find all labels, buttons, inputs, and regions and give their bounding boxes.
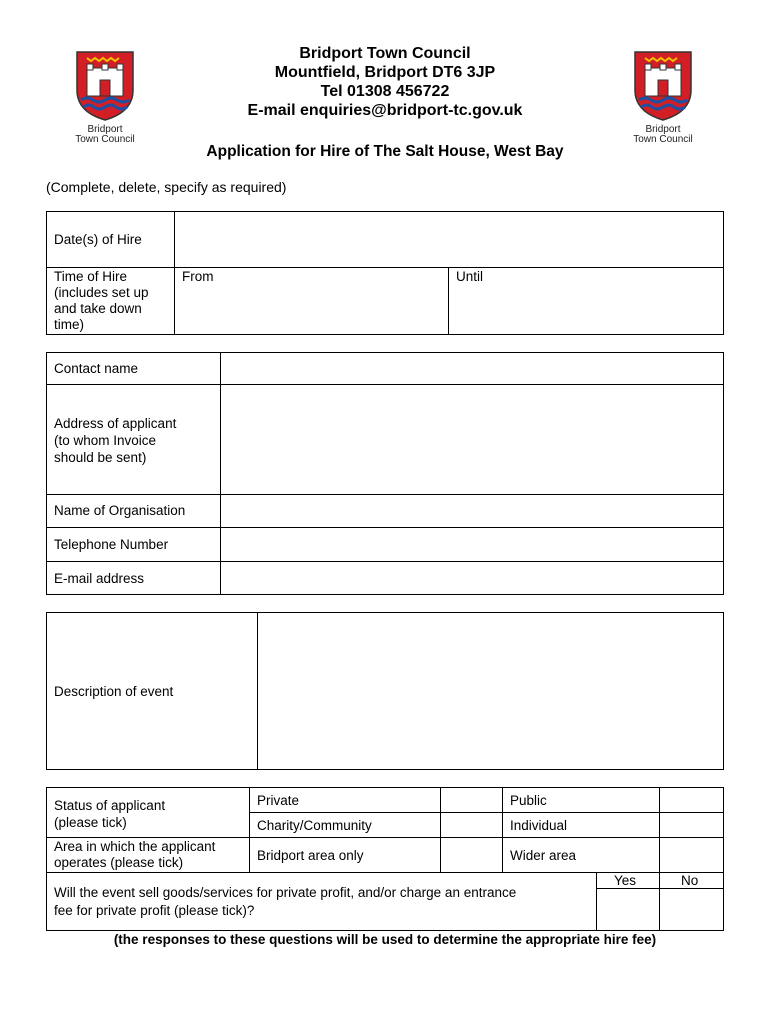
profit-question-line: Will the event sell goods/services for private profit, and/or charge an entrance bbox=[54, 885, 517, 900]
time-of-hire-label-line: time) bbox=[54, 317, 84, 332]
individual-tick-box[interactable] bbox=[661, 814, 722, 836]
address-label bbox=[54, 415, 176, 466]
telephone-field[interactable] bbox=[222, 529, 722, 560]
area-label-line: operates (please tick) bbox=[54, 855, 184, 870]
logo-caption-line2: Town Council bbox=[75, 134, 135, 145]
no-tick-box[interactable] bbox=[661, 890, 722, 930]
council-crest-icon bbox=[73, 50, 137, 122]
contact-name-field[interactable] bbox=[222, 354, 722, 383]
charity-option-label: Charity/Community bbox=[257, 818, 372, 833]
no-label: No bbox=[681, 873, 699, 888]
private-tick-box[interactable] bbox=[442, 789, 501, 811]
organisation-field[interactable] bbox=[222, 496, 722, 526]
time-of-hire-label-line: and take down bbox=[54, 301, 142, 316]
email-label: E-mail address bbox=[54, 571, 145, 586]
hire-fee-note: (the responses to these questions will be used to determine the appropriate hire fee) bbox=[113, 932, 657, 947]
address-label-line: (to whom Invoice bbox=[54, 433, 157, 448]
profit-question bbox=[54, 884, 516, 920]
email-field[interactable] bbox=[222, 563, 722, 594]
organisation-label: Name of Organisation bbox=[54, 503, 186, 518]
dates-of-hire-label: Date(s) of Hire bbox=[54, 232, 142, 247]
logo-caption bbox=[60, 125, 150, 145]
bridport-area-label: Bridport area only bbox=[257, 848, 364, 863]
yes-label: Yes bbox=[614, 873, 637, 888]
logo-caption-line1: Bridport bbox=[645, 124, 681, 135]
council-address-header bbox=[180, 44, 590, 120]
council-email: E-mail enquiries@bridport-tc.gov.uk bbox=[247, 102, 523, 119]
logo-caption-line2: Town Council bbox=[633, 134, 693, 145]
contact-name-label: Contact name bbox=[54, 361, 139, 376]
council-logo-left bbox=[60, 50, 150, 145]
address-label-line: Address of applicant bbox=[54, 416, 177, 431]
council-telephone: Tel 01308 456722 bbox=[320, 83, 450, 100]
wider-area-tick-box[interactable] bbox=[661, 839, 722, 871]
area-label-line: Area in which the applicant bbox=[54, 839, 216, 854]
individual-option-label: Individual bbox=[510, 818, 568, 833]
private-option-label: Private bbox=[257, 793, 300, 808]
time-of-hire-label bbox=[54, 269, 149, 333]
from-time-field[interactable] bbox=[176, 269, 446, 334]
from-label: From bbox=[182, 269, 214, 284]
profit-question-line: fee for private profit (please tick)? bbox=[54, 903, 255, 918]
address-label-line: should be sent) bbox=[54, 450, 147, 465]
council-logo-right bbox=[618, 50, 708, 145]
form-title: Application for Hire of The Salt House, West Bay bbox=[206, 143, 564, 160]
charity-tick-box[interactable] bbox=[442, 814, 501, 836]
until-time-field[interactable] bbox=[450, 269, 722, 334]
status-label-line: (please tick) bbox=[54, 815, 127, 830]
council-crest-icon bbox=[631, 50, 695, 122]
area-label bbox=[54, 839, 215, 871]
time-of-hire-label-line: Time of Hire bbox=[54, 269, 128, 284]
until-label: Until bbox=[456, 269, 484, 284]
form-instructions: (Complete, delete, specify as required) bbox=[46, 179, 287, 195]
public-option-label: Public bbox=[510, 793, 547, 808]
public-tick-box[interactable] bbox=[661, 789, 722, 811]
yes-tick-box[interactable] bbox=[598, 890, 658, 930]
logo-caption bbox=[618, 125, 708, 145]
time-of-hire-label-line: (includes set up bbox=[54, 285, 149, 300]
event-description-field[interactable] bbox=[259, 614, 722, 769]
dates-of-hire-field[interactable] bbox=[176, 213, 722, 266]
address-field[interactable] bbox=[222, 386, 722, 493]
status-of-applicant-label bbox=[54, 797, 165, 831]
telephone-label: Telephone Number bbox=[54, 537, 169, 552]
event-description-label: Description of event bbox=[54, 684, 174, 699]
status-label-line: Status of applicant bbox=[54, 798, 166, 813]
logo-caption-line1: Bridport bbox=[87, 124, 123, 135]
bridport-area-tick-box[interactable] bbox=[442, 839, 501, 871]
council-name: Bridport Town Council bbox=[299, 45, 471, 62]
wider-area-label: Wider area bbox=[510, 848, 577, 863]
council-address: Mountfield, Bridport DT6 3JP bbox=[274, 64, 496, 81]
